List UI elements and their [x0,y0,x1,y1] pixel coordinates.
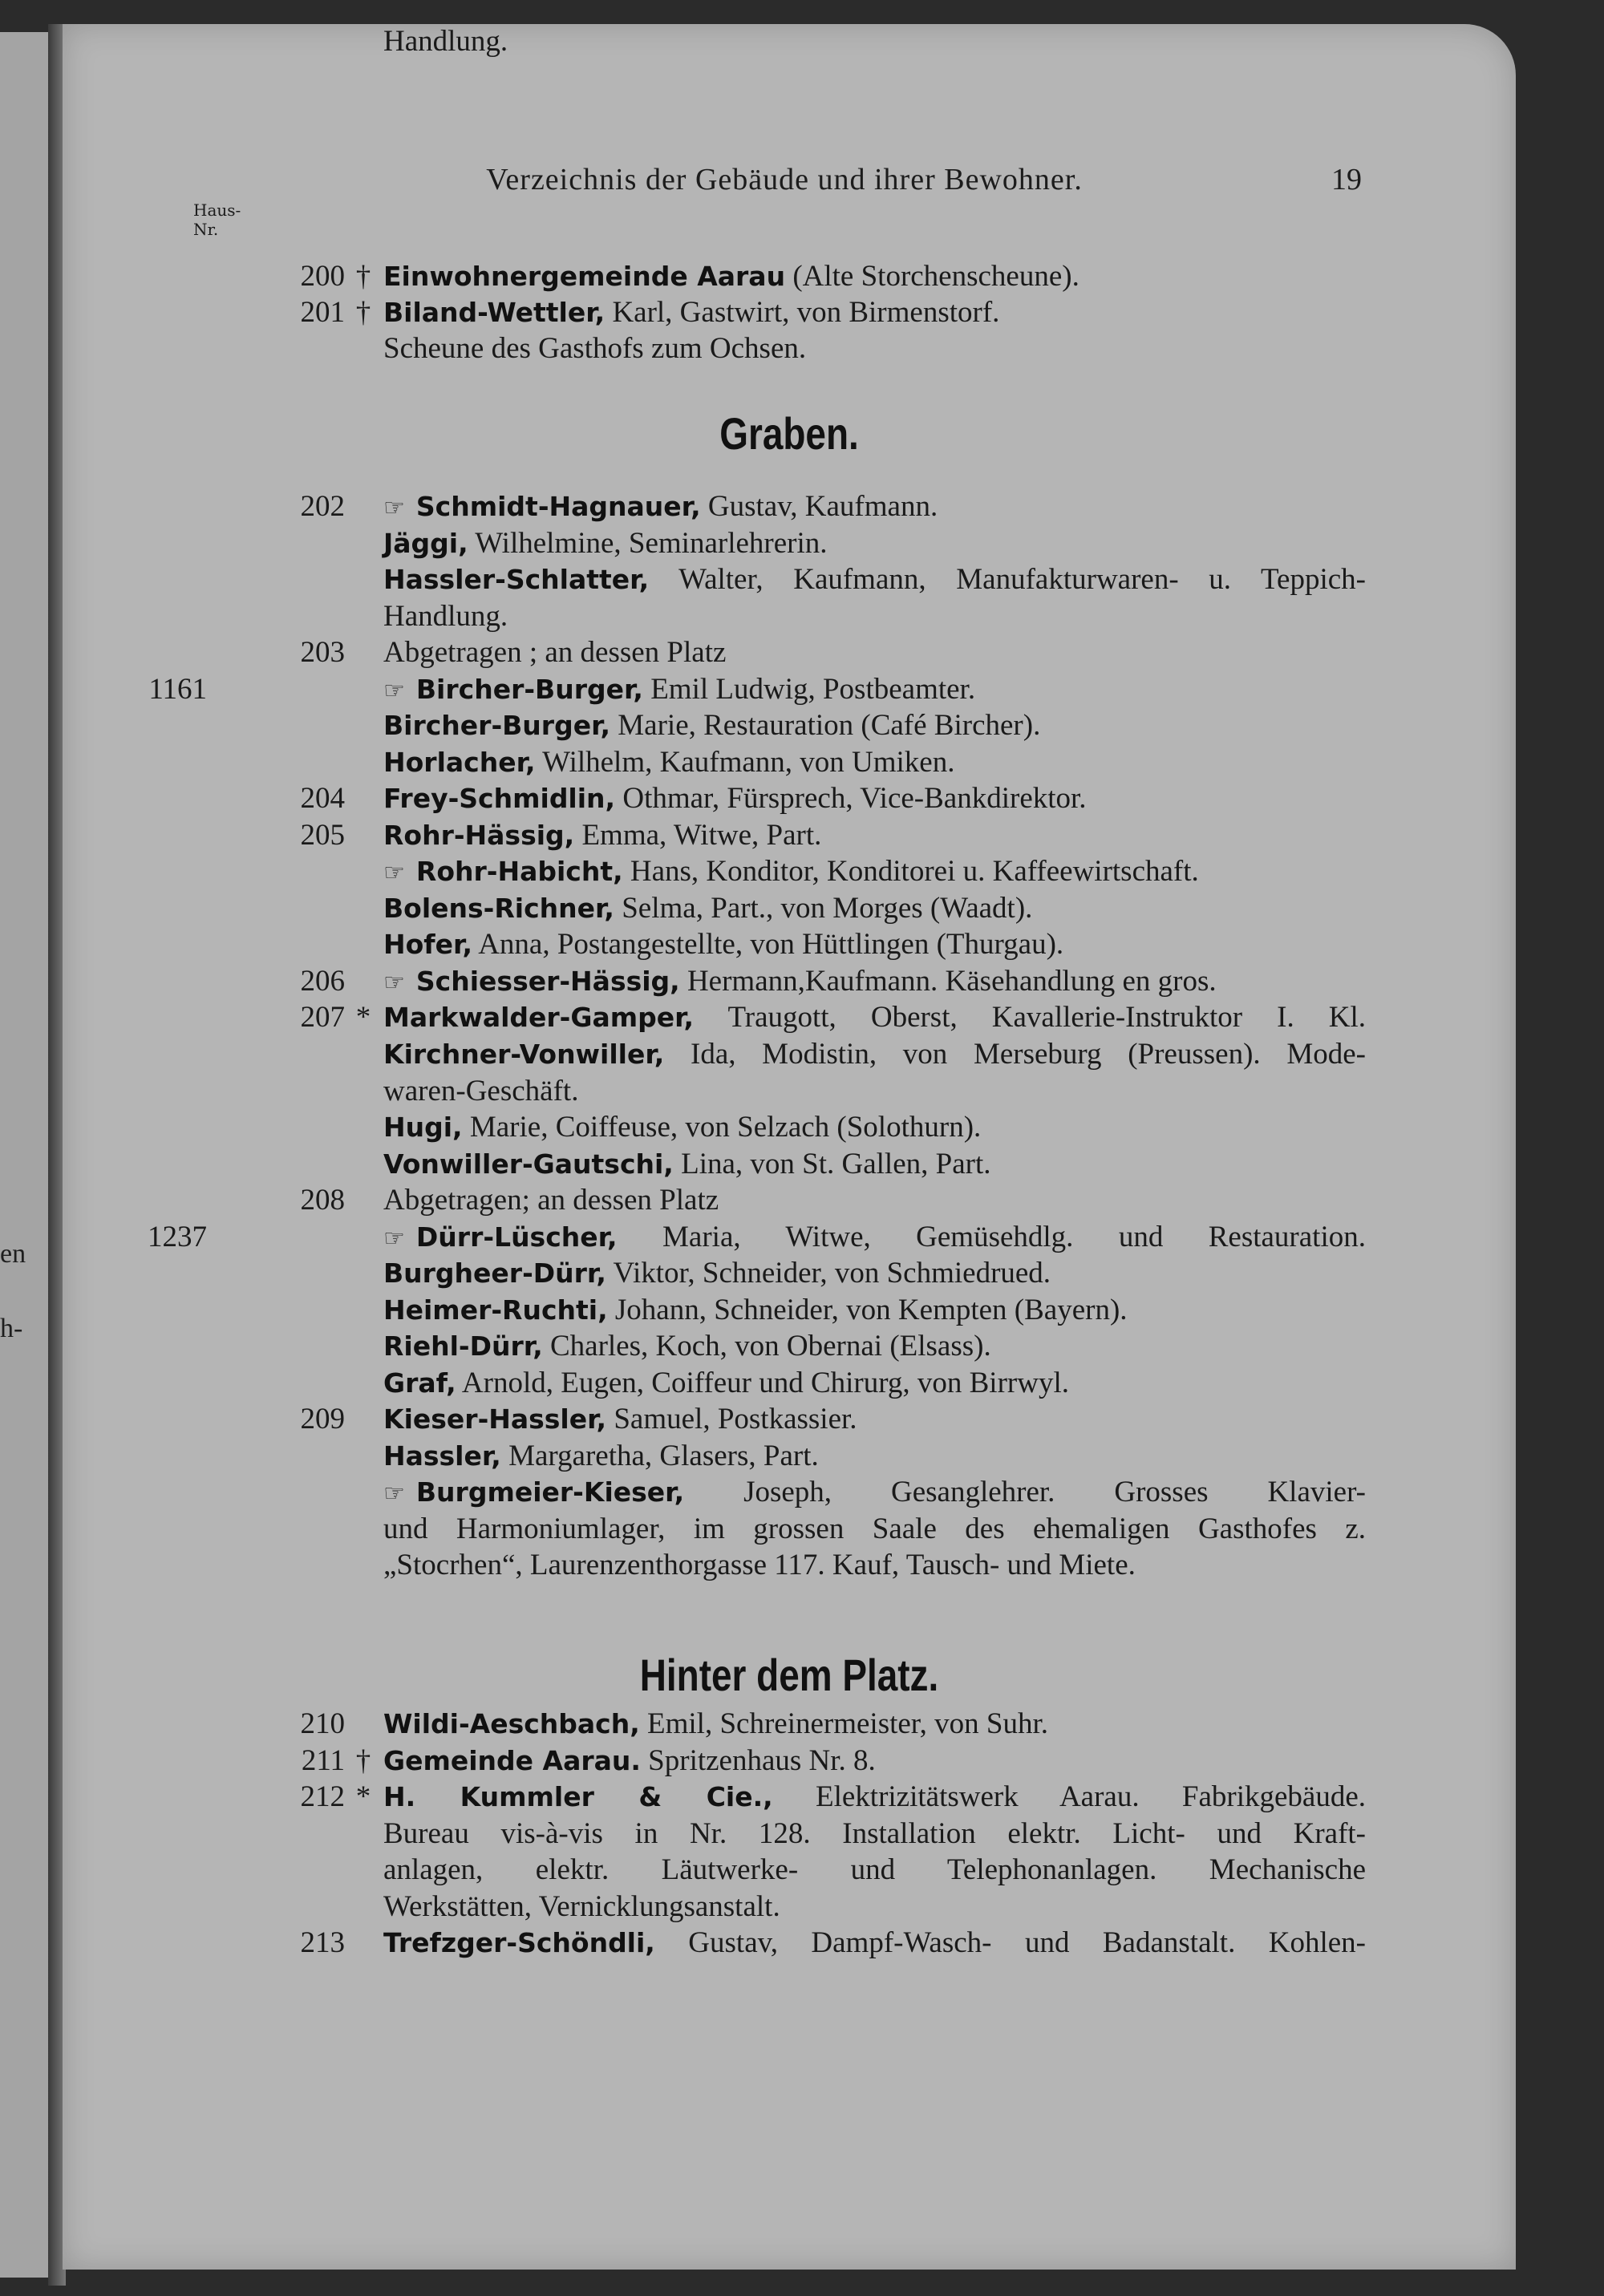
directory-line [63,672,1516,708]
entry-text [383,708,1366,743]
resident-details: Marie, Restauration (Café Bircher). [610,709,1041,742]
continuation-text: Werkstätten, Vernicklungsanstalt. [383,1890,780,1923]
entry-text [383,1548,1366,1582]
entry-text [383,295,1366,330]
prev-page-fragment: en [0,1239,26,1269]
resident-name: Kieser-Hassler, [383,1403,607,1435]
entry-text [383,1707,1366,1741]
entry-text [383,1925,1366,1960]
entry-text [383,1256,1366,1290]
resident-details: Spritzenhaus Nr. 8. [640,1744,876,1777]
resident-name: Graf, [383,1367,456,1399]
directory-line [63,1110,1516,1146]
resident-details: Samuel, Postkassier. [606,1403,857,1436]
directory-line [63,1780,1516,1816]
resident-name: Burgmeier-Kieser, [415,1476,685,1508]
resident-name: Trefzger-Schöndli, [383,1927,655,1958]
directory-line [63,259,1516,295]
house-number: 208 [300,1184,345,1217]
house-number-column-label: Haus- Nr. [193,200,241,239]
pointing-hand-icon: ☞ [383,1480,405,1508]
page-number: 19 [1331,163,1362,196]
resident-details: Viktor, Schneider, von Schmiedrued. [606,1257,1051,1290]
continuation-text: waren-Geschäft. [383,1075,579,1108]
directory-line [63,295,1516,331]
directory-line [63,745,1516,781]
resident-name: H. Kummler & Cie., [383,1781,773,1812]
resident-name: Bolens-Richner, [383,893,614,924]
house-number: 207 [300,1001,345,1034]
directory-line [63,964,1516,1000]
section-title-hinter-dem-platz: Hinter dem Platz. [639,1650,939,1700]
resident-details: Wilhelmine, Seminarlehrerin. [468,527,828,560]
entry-text [383,854,1366,889]
resident-details: Ida, Modistin, von Merseburg (Preussen). Mode- [664,1038,1366,1071]
directory-line [63,635,1516,671]
directory-line [63,1439,1516,1475]
directory-line [63,1147,1516,1183]
resident-name: Horlacher, [383,747,536,778]
resident-name: Schiesser-Hässig, [415,966,680,997]
entry-text [383,331,1366,366]
entry-text [383,1293,1366,1327]
directory-line [63,854,1516,890]
pointing-hand-icon: ☞ [383,1225,405,1253]
house-number: 206 [300,965,345,998]
entry-text [383,489,1366,524]
resident-name: Bircher-Burger, [415,674,643,705]
resident-name: Dürr-Lüscher, [415,1221,618,1253]
resident-name: Bircher-Burger, [383,710,611,741]
directory-line [63,562,1516,598]
house-number: 200 [300,260,345,293]
entry-text [383,635,1366,670]
continuation-text: und Harmoniumlager, im grossen Saale des ehemaligen Gasthofes z. [383,1512,1366,1545]
continuation-text: anlagen, elektr. Läutwerke- und Telephonanlagen. Mechanische [383,1853,1366,1886]
resident-details: Arnold, Eugen, Coiffeur und Chirurg, von Birrwyl. [456,1367,1069,1399]
house-number: 210 [300,1707,345,1740]
resident-name: Burgheer-Dürr, [383,1257,606,1289]
directory-line [63,1512,1516,1548]
asterisk-mark: * [355,1001,371,1034]
resident-details: Hans, Konditor, Konditorei u. Kaffeewirtschaft. [622,855,1199,888]
directory-line [63,1366,1516,1402]
directory-line [63,1183,1516,1219]
resident-details: Karl, Gastwirt, von Birmenstorf. [605,296,1000,329]
house-number: 203 [300,636,345,669]
entry-text [383,24,1366,59]
entry-text [383,259,1366,294]
directory-line [63,1402,1516,1438]
resident-details: Charles, Koch, von Obernai (Elsass). [542,1330,991,1363]
continuation-text: Bureau vis-à-vis in Nr. 128. Installation elektr. Licht- und Kraft- [383,1817,1366,1850]
entry-text [383,745,1366,780]
entry-text [383,927,1366,962]
resident-details: Joseph, Gesanglehrer. Grosses Klavier- [684,1476,1366,1508]
continuation-text: Handlung. [383,25,508,58]
directory-line [63,1548,1516,1584]
entry-text [383,1147,1366,1181]
directory-line [63,1074,1516,1110]
entry-text [383,1853,1366,1887]
house-number: 209 [300,1403,345,1436]
entry-text [383,599,1366,634]
entry-text [383,1780,1366,1814]
house-number: 212 [300,1780,345,1813]
entry-text [383,1329,1366,1363]
continuation-text: „Stocrhen“, Laurenzenthorgasse 117. Kauf, Tausch- und Miete. [383,1549,1136,1581]
resident-details: Lina, von St. Gallen, Part. [673,1148,991,1180]
resident-details: Margaretha, Glasers, Part. [500,1440,819,1472]
house-number: 211 [301,1744,345,1777]
resident-details: Selma, Part., von Morges (Waadt). [614,892,1033,925]
directory-line [63,1475,1516,1511]
house-number: 213 [300,1926,345,1959]
directory-line [63,927,1516,963]
resident-name: Rohr-Hässig, [383,820,575,851]
resident-name: Biland-Wettler, [383,297,606,328]
entry-text [383,1074,1366,1108]
prev-page-fragment: h- [0,1314,23,1343]
directory-line [63,891,1516,927]
continuation-text: Handlung. [383,600,508,633]
directory-line [63,1889,1516,1925]
resident-name: Hugi, [383,1112,463,1143]
section-title-graben: Graben. [719,408,859,459]
pointing-hand-icon: ☞ [383,969,405,997]
entry-text [383,1889,1366,1924]
directory-line [63,526,1516,562]
entry-text [383,1402,1366,1436]
entry-text [383,818,1366,852]
entry-text [383,1220,1366,1254]
resident-details: Wilhelm, Kaufmann, von Umiken. [535,746,955,779]
entry-text [383,562,1366,597]
resident-details: Hermann,Kaufmann. Käsehandlung en gros. [679,965,1217,998]
resident-name: Einwohnergemeinde Aarau [383,261,786,292]
entry-text [383,1816,1366,1851]
resident-name: Hassler, [383,1440,501,1472]
new-house-number: 1237 [148,1221,207,1253]
resident-name: Frey-Schmidlin, [383,783,616,814]
entry-text [383,781,1366,816]
resident-name: Riehl-Dürr, [383,1330,543,1362]
directory-line [63,1293,1516,1329]
directory-line [63,331,1516,367]
directory-page [63,24,1516,2270]
directory-line [63,24,1516,60]
entry-text [383,1743,1366,1778]
resident-details: Traugott, Oberst, Kavallerie-Instruktor I. Kl. [694,1001,1366,1034]
new-house-number: 1161 [148,673,207,706]
resident-name: Markwalder-Gamper, [383,1002,695,1033]
resident-details: Emil Ludwig, Postbeamter. [642,673,976,706]
directory-line [63,1329,1516,1365]
asterisk-mark: * [355,1780,371,1813]
directory-line [63,1925,1516,1962]
resident-name: Hassler-Schlatter, [383,564,650,595]
entry-text [383,1037,1366,1071]
house-number: 202 [300,490,345,523]
directory-line [63,1707,1516,1743]
entry-text [383,1512,1366,1546]
resident-name: Wildi-Aeschbach, [383,1708,640,1739]
entry-text [383,1183,1366,1217]
directory-line [63,818,1516,854]
resident-name: Kirchner-Vonwiller, [383,1039,665,1070]
directory-line [63,781,1516,817]
house-number: 205 [300,819,345,852]
pointing-hand-icon: ☞ [383,494,405,522]
entry-text [383,964,1366,998]
resident-name: Hofer, [383,929,472,960]
continuation-text: Abgetragen ; an dessen Platz [383,636,727,669]
entry-text [383,672,1366,707]
resident-details: Johann, Schneider, von Kempten (Bayern). [607,1294,1128,1326]
directory-line [63,1220,1516,1256]
entry-text [383,1000,1366,1035]
resident-details: Walter, Kaufmann, Manufakturwaren- u. Teppich- [649,563,1366,596]
entry-text [383,1366,1366,1400]
resident-details: (Alte Storchenscheune). [785,260,1079,293]
entry-text [383,1475,1366,1509]
resident-details: Marie, Coiffeuse, von Selzach (Solothurn). [462,1111,982,1144]
resident-name: Jäggi, [383,528,468,559]
continuation-text: Abgetragen; an dessen Platz [383,1184,719,1217]
entry-text [383,1439,1366,1473]
dagger-mark: † [355,260,371,293]
directory-line [63,1743,1516,1780]
dagger-mark: † [355,296,371,329]
resident-details: Gustav, Dampf-Wasch- und Badanstalt. Kohlen- [654,1926,1366,1959]
resident-details: Anna, Postangestellte, von Hüttlingen (Thurgau). [472,928,1064,961]
directory-line [63,1256,1516,1292]
resident-name: Vonwiller-Gautschi, [383,1148,674,1180]
directory-line [63,708,1516,744]
resident-details: Gustav, Kaufmann. [700,490,938,523]
directory-line [63,599,1516,635]
directory-line [63,1000,1516,1036]
resident-details: Emma, Witwe, Part. [574,819,822,852]
previous-page-edge [0,32,48,2278]
house-number: 201 [300,296,345,329]
resident-name: Heimer-Ruchti, [383,1294,608,1326]
entry-text [383,526,1366,561]
resident-name: Gemeinde Aarau. [383,1745,641,1776]
pointing-hand-icon: ☞ [383,859,405,887]
resident-details: Emil, Schreinermeister, von Suhr. [639,1707,1049,1740]
entry-text [383,1110,1366,1144]
resident-name: Rohr-Habicht, [415,856,623,887]
entry-text [383,891,1366,925]
pointing-hand-icon: ☞ [383,677,405,705]
continuation-text: Scheune des Gasthofs zum Ochsen. [383,332,807,365]
page-header-title: Verzeichnis der Gebäude und ihrer Bewohner. [486,163,1083,196]
resident-details: Elektrizitätswerk Aarau. Fabrikgebäude. [772,1780,1366,1813]
house-number: 204 [300,782,345,815]
resident-details: Maria, Witwe, Gemüsehdlg. und Restauration. [617,1221,1366,1253]
directory-line [63,489,1516,525]
directory-line [63,1853,1516,1889]
directory-line [63,1037,1516,1073]
dagger-mark: † [355,1744,371,1777]
resident-details: Othmar, Fürsprech, Vice-Bankdirektor. [615,782,1087,815]
resident-name: Schmidt-Hagnauer, [415,491,701,522]
directory-line [63,1816,1516,1853]
